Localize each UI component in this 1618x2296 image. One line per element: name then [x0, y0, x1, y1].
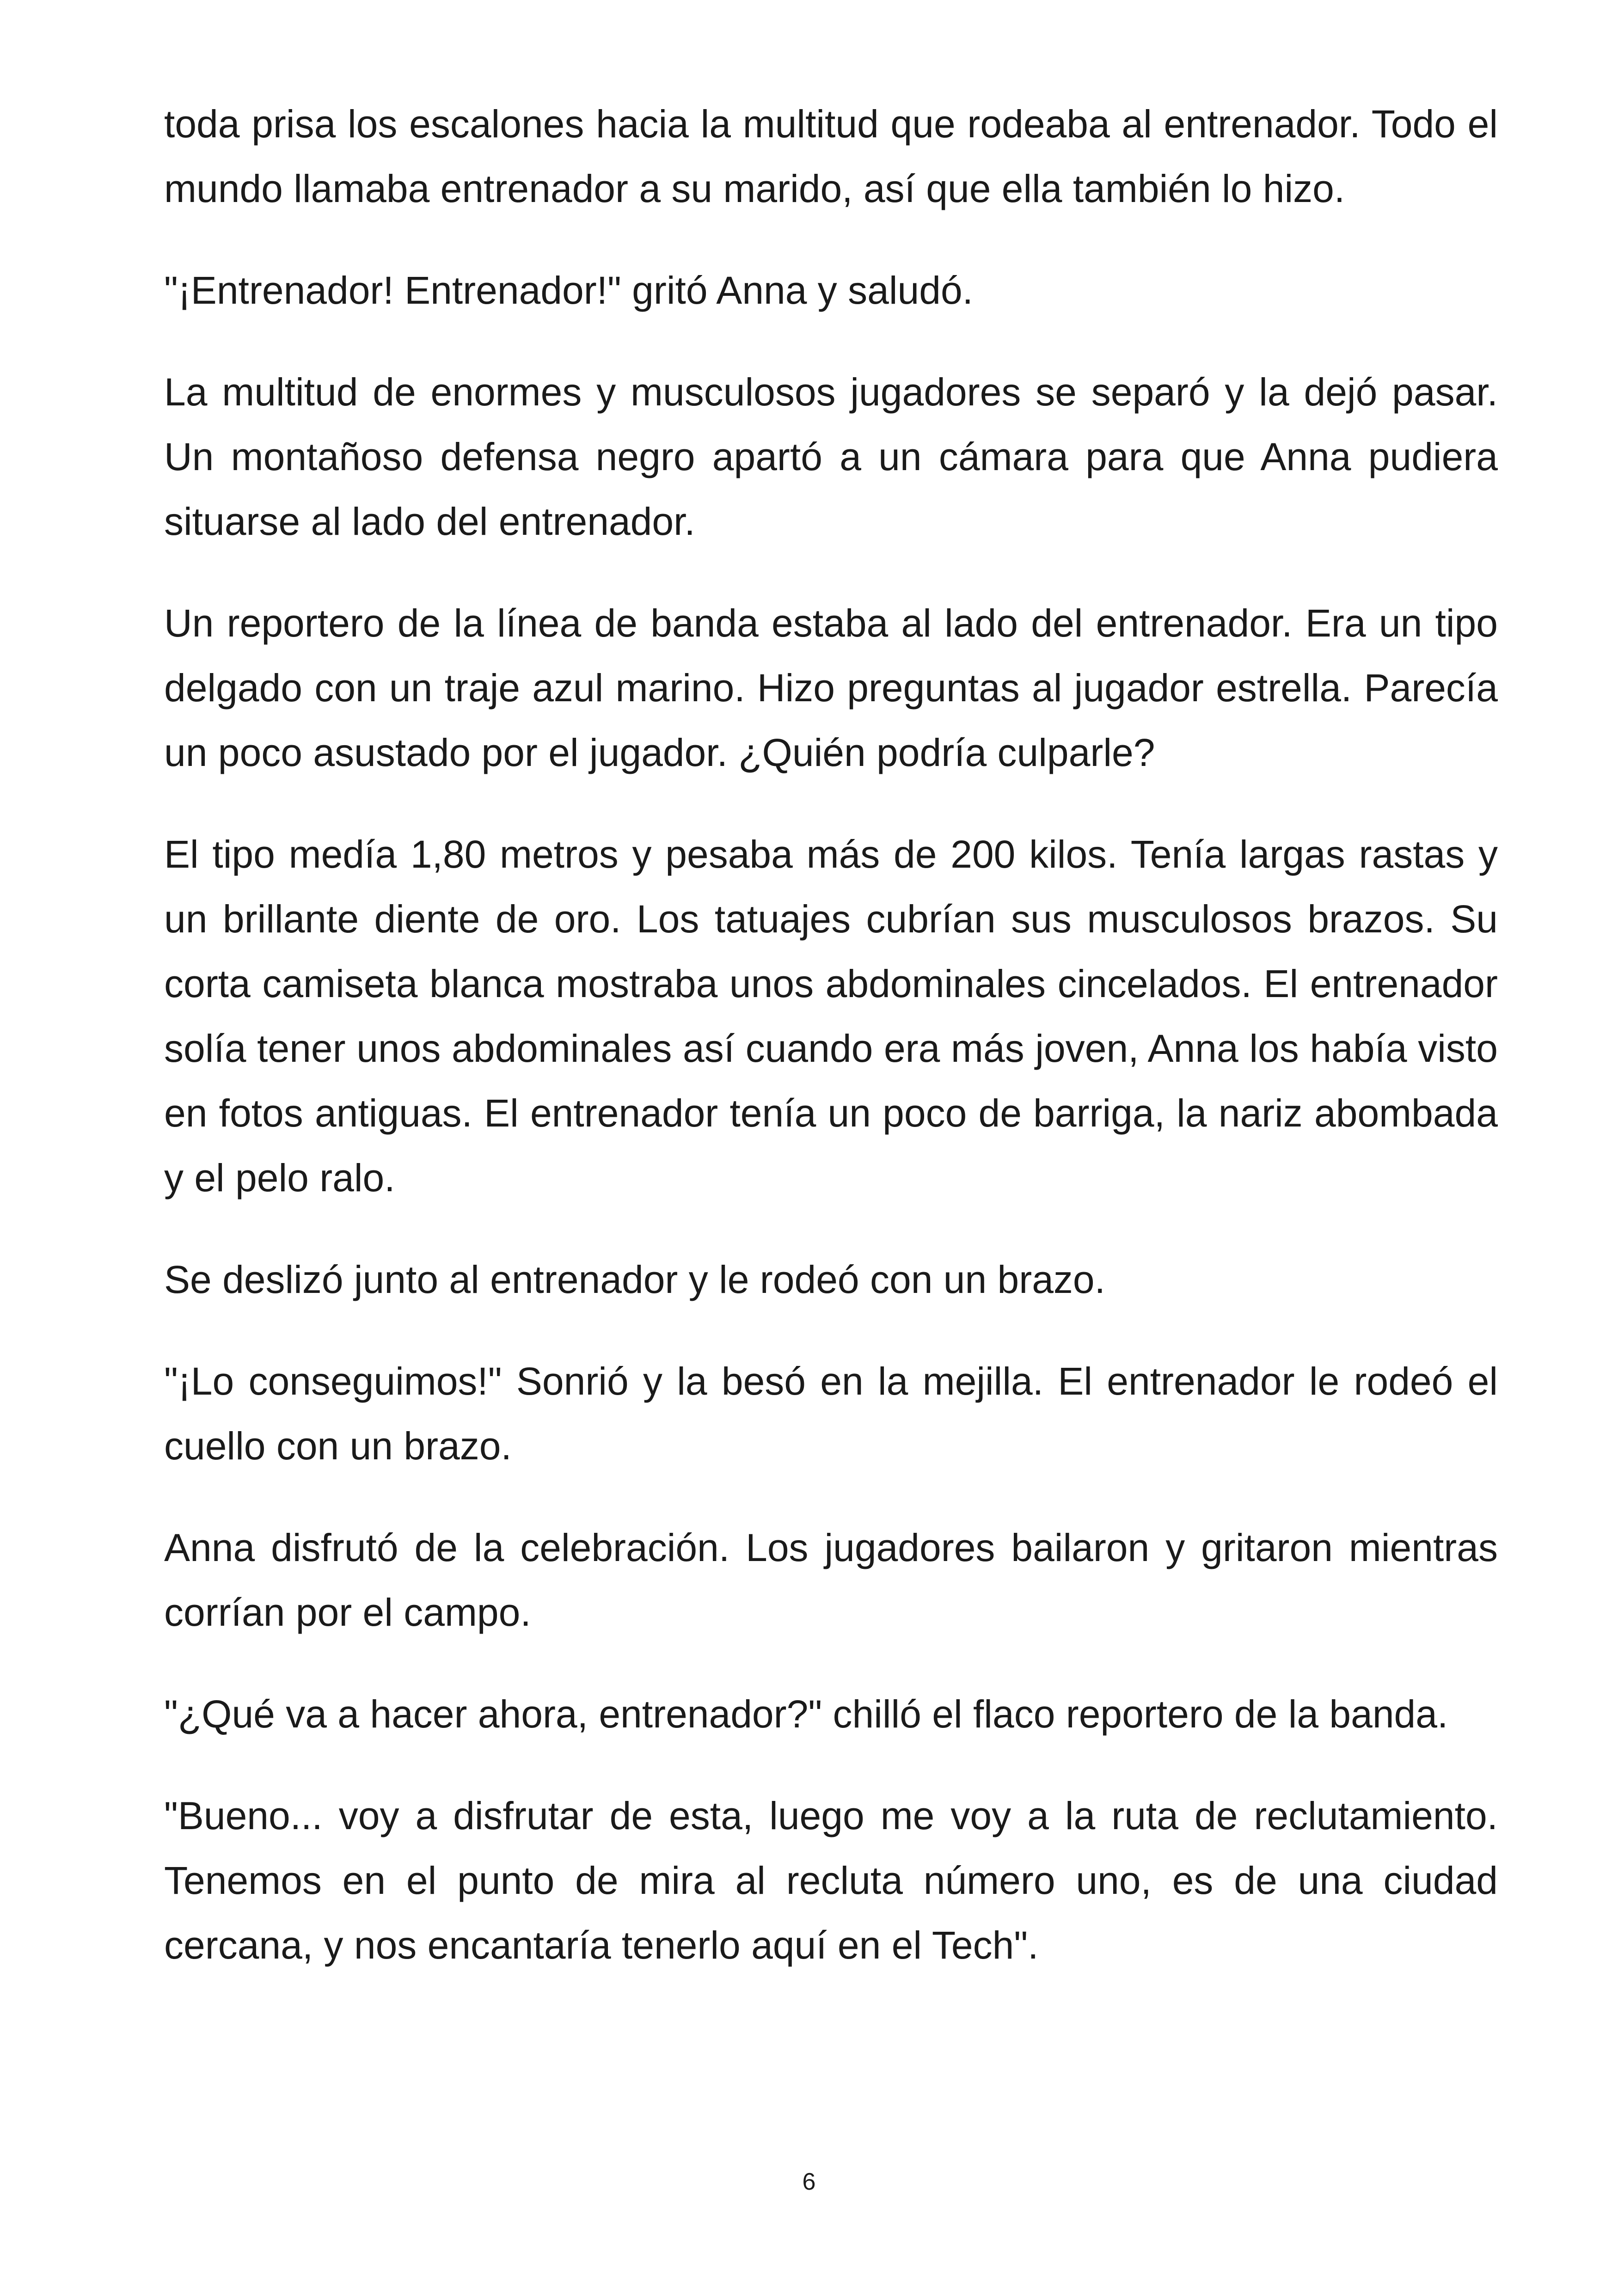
- paragraph: El tipo medía 1,80 metros y pesaba más de 200 kilos. Tenía largas rastas y un brillante diente de oro. Los tatuajes cubrían sus musculosos brazos. Su corta camiseta blanca mostraba unos abdominales cincelados. El entrenador solía tener unos abdominales así cuando era más joven, Anna los había visto en fotos antiguas. El entrenador tenía un poco de barriga, la nariz abombada y el pelo ralo.: [164, 833, 1498, 1200]
- paragraph: La multitud de enormes y musculosos jugadores se separó y la dejó pasar. Un montañoso defensa negro apartó a un cámara para que Anna pudiera situarse al lado del entrenador.: [164, 370, 1498, 543]
- paragraph: toda prisa los escalones hacia la multitud que rodeaba al entrenador. Todo el mundo llamaba entrenador a su marido, así que ella también lo hizo.: [164, 102, 1498, 210]
- paragraph: "¿Qué va a hacer ahora, entrenador?" chilló el flaco reportero de la banda.: [164, 1692, 1448, 1736]
- paragraph: "Bueno... voy a disfrutar de esta, luego me voy a la ruta de reclutamiento. Tenemos en el punto de mira al recluta número uno, es de una ciudad cercana, y nos encantaría tenerlo aquí en el Tech".: [164, 1794, 1498, 1967]
- body-text: [164, 92, 1498, 2014]
- paragraph: Anna disfrutó de la celebración. Los jugadores bailaron y gritaron mientras corrían por el campo.: [164, 1526, 1498, 1634]
- paragraph: Un reportero de la línea de banda estaba al lado del entrenador. Era un tipo delgado con un traje azul marino. Hizo preguntas al jugador estrella. Parecía un poco asustado por el jugador. ¿Quién podría culparle?: [164, 601, 1498, 774]
- page-number: 6: [802, 2168, 816, 2195]
- paragraph: Se deslizó junto al entrenador y le rodeó con un brazo.: [164, 1258, 1105, 1301]
- paragraph: "¡Lo conseguimos!" Sonrió y la besó en la mejilla. El entrenador le rodeó el cuello con un brazo.: [164, 1359, 1498, 1468]
- paragraph: "¡Entrenador! Entrenador!" gritó Anna y saludó.: [164, 269, 974, 312]
